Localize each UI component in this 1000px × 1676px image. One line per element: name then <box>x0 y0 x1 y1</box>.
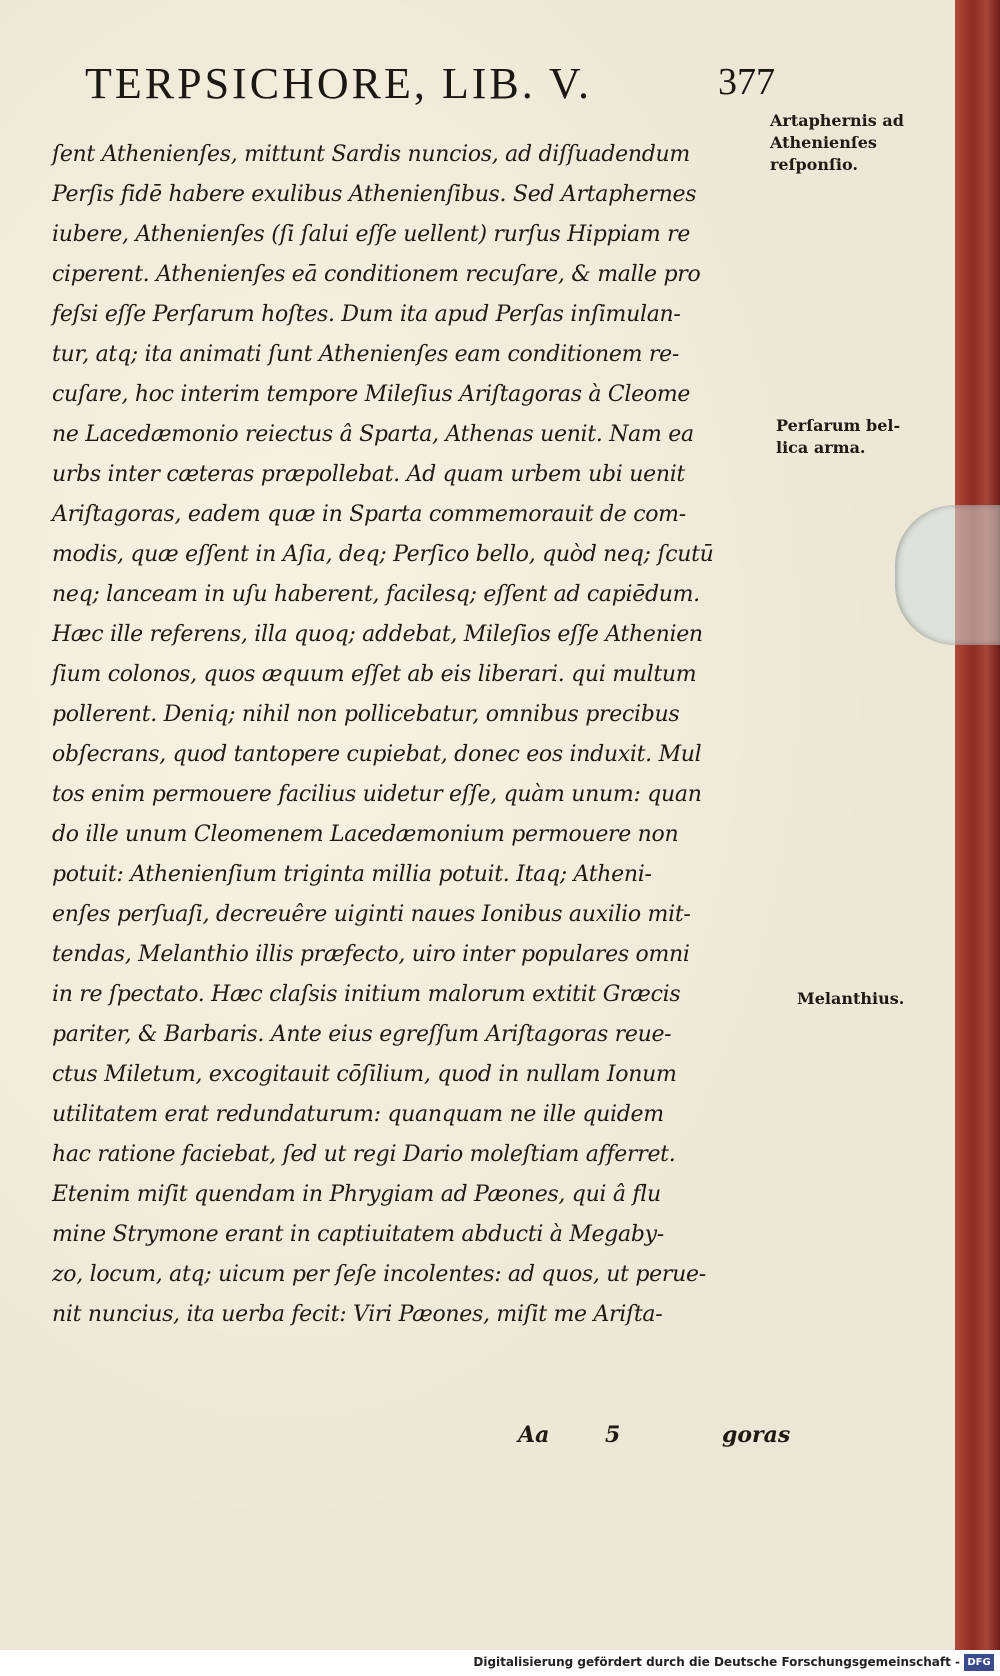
margin-note-line: lica arma. <box>776 438 866 457</box>
text-line: do ille unum Cleomenem Lacedæmonium permouere non <box>52 822 679 847</box>
text-line: urbs inter cæteras præpollebat. Ad quam urbem ubi uenit <box>52 462 685 487</box>
margin-note-persarum <box>776 415 900 459</box>
text-line: obſecrans, quod tantopere cupiebat, donec eos induxit. Mul <box>52 742 702 767</box>
signature-mark: Aa <box>518 1422 550 1448</box>
page-clip <box>895 505 1000 645</box>
page-number: 377 <box>718 61 775 103</box>
dfg-logo-icon: DFG <box>964 1654 994 1671</box>
text-line: potuit: Athenienſium triginta millia potuit. Itaq; Atheni- <box>52 862 652 887</box>
text-line: ctus Miletum, excogitauit cōſilium, quod in nullam Ionum <box>52 1062 677 1087</box>
margin-note-line: Athenienſes <box>770 133 877 152</box>
text-line: utilitatem erat redundaturum: quanquam ne ille quidem <box>52 1102 664 1127</box>
text-line: enſes perſuaſi, decreuêre uiginti naues Ionibus auxilio mit- <box>52 902 691 927</box>
text-line: tendas, Melanthio illis præfecto, uiro inter populares omni <box>52 942 690 967</box>
text-line: zo, locum, atq; uicum per ſeſe incolentes: ad quos, ut perue- <box>52 1262 706 1287</box>
page-header <box>85 58 775 118</box>
catchword: goras <box>722 1422 791 1448</box>
page-edge <box>955 0 1000 1650</box>
text-line: tur, atq; ita animati ſunt Athenienſes eam conditionem re- <box>52 342 679 367</box>
main-text-block <box>52 135 792 1335</box>
text-line: pariter, & Barbaris. Ante eius egreſſum Ariſtagoras reue- <box>52 1022 672 1047</box>
text-line: Etenim miſit quendam in Phrygiam ad Pæones, qui â flu <box>52 1182 661 1207</box>
signature-number: 5 <box>605 1422 621 1448</box>
text-line: modis, quæ eſſent in Aſia, deq; Perſico bello, quòd neq; ſcutū <box>52 542 714 567</box>
text-line: in re ſpectato. Hæc claſsis initium malorum extitit Græcis <box>52 982 681 1007</box>
text-line: ſium colonos, quos æquum eſſet ab eis liberari. qui multum <box>52 662 697 687</box>
text-line: Perſis fidē habere exulibus Athenienſibus. Sed Artaphernes <box>52 182 697 207</box>
funding-credit: Digitalisierung gefördert durch die Deutsche Forschungsgemeinschaft - <box>473 1655 960 1669</box>
text-line: cuſare, hoc interim tempore Mileſius Ariſtagoras à Cleome <box>52 382 691 407</box>
running-head: TERPSICHORE, LIB. V. <box>85 59 593 108</box>
text-line: iubere, Athenienſes (ſi ſalui eſſe uellent) rurſus Hippiam re <box>52 222 691 247</box>
text-line: Ariſtagoras, eadem quæ in Sparta commemorauit de com- <box>52 502 686 527</box>
text-line: feſsi eſſe Perſarum hoſtes. Dum ita apud Perſas inſimulan- <box>52 302 681 327</box>
footer-bar <box>0 1650 1000 1676</box>
text-line: neq; lanceam in uſu haberent, facilesq; eſſent ad capiēdum. <box>52 582 700 607</box>
text-line: ciperent. Athenienſes eā conditionem recuſare, & malle pro <box>52 262 701 287</box>
margin-note-artaphernes <box>770 110 904 176</box>
text-line: pollerent. Deniq; nihil non pollicebatur, omnibus precibus <box>52 702 680 727</box>
margin-note-line: Melanthius. <box>797 989 905 1008</box>
text-line: Hæc ille referens, illa quoq; addebat, Mileſios eſſe Athenien <box>52 622 703 647</box>
margin-note-line: reſponſio. <box>770 155 858 174</box>
text-line: hac ratione faciebat, ſed ut regi Dario moleſtiam afferret. <box>52 1142 676 1167</box>
text-line: ne Lacedæmonio reiectus â Sparta, Athenas uenit. Nam ea <box>52 422 694 447</box>
text-line: ſent Athenienſes, mittunt Sardis nuncios, ad diſſuadendum <box>52 142 690 167</box>
text-line: mine Strymone erant in captiuitatem abducti à Megaby- <box>52 1222 664 1247</box>
text-line: nit nuncius, ita uerba fecit: Viri Pæones, miſit me Ariſta- <box>52 1302 663 1327</box>
margin-note-line: Artaphernis ad <box>770 111 904 130</box>
text-line: tos enim permouere facilius uidetur eſſe, quàm unum: quan <box>52 782 702 807</box>
margin-note-melanthius <box>797 988 904 1010</box>
margin-note-line: Perſarum bel- <box>776 416 901 435</box>
